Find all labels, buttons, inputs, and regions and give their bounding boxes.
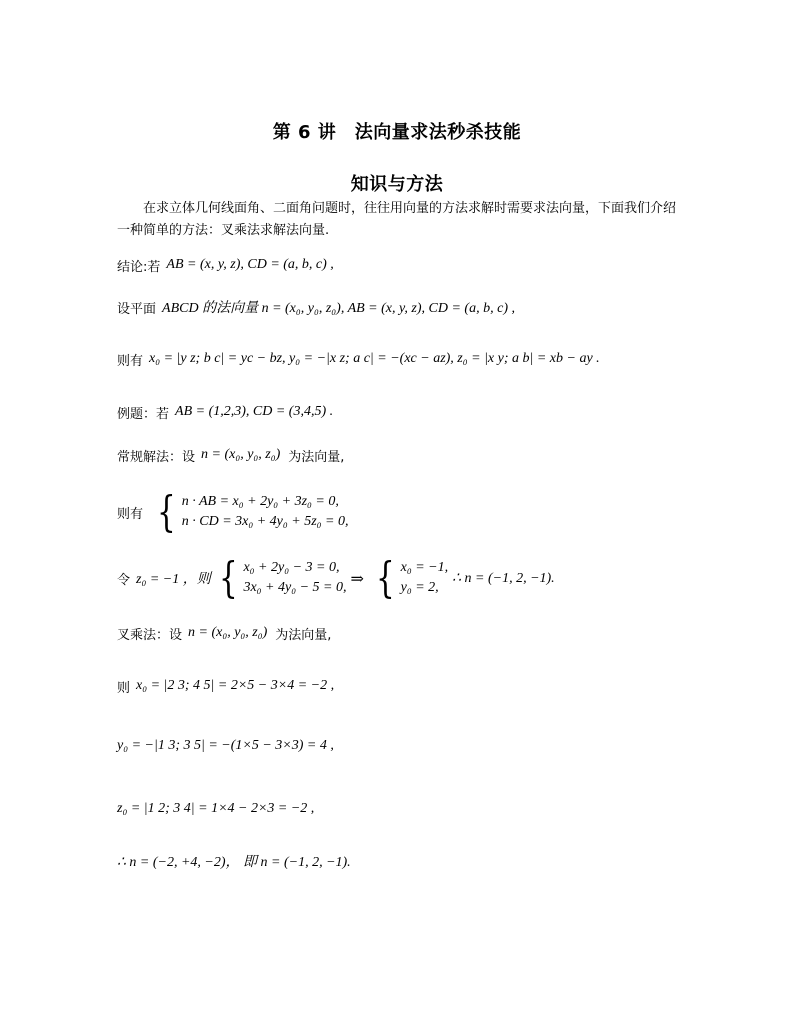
conclusion-math: AB = (x, y, z), CD = (a, b, c) , [166,257,334,272]
y0-math: y₀ = −|1 3; 3 5| = −(1×5 − 3×3) = 4 , [117,738,334,753]
plane-label: 设平面 [117,301,157,317]
intro-paragraph: 在求立体几何线面角、二面角问题时，往往用向量的方法求解时需要求法向量，下面我们介绍一种简单的方法：叉乘法求解法向量. [117,201,677,238]
cross-method-line [117,618,331,648]
then-has-line [117,487,349,536]
final-math: ∴ n = (−2, +4, −2)， 即 n = (−1, 2, −1). [117,855,351,870]
result-label: 则有 [117,353,144,369]
result-line [117,344,600,374]
normal-method-math: n = (x₀, y₀, z₀) [201,447,281,462]
let-label: 令 [117,572,131,588]
plane-line [117,292,515,322]
implies-arrow: ⇒ [350,568,364,588]
let-condition: z₀ = −1 ，则 [136,572,211,587]
left-brace: { [218,553,238,602]
sys2-eq-1: x₀ = −1, [400,560,449,575]
linear-system-1 [215,553,347,602]
sys1-eq-2: 3x₀ + 4y₀ − 5 = 0, [243,580,347,595]
dot-eq-1: n · AB = x₀ + 2y₀ + 3z₀ = 0, [181,494,339,509]
z0-math: z₀ = |1 2; 3 4| = 1×4 − 2×3 = −2 , [117,801,315,816]
left-brace: { [375,553,395,602]
example-line [117,397,333,427]
let-result: ∴ n = (−1, 2, −1). [452,570,555,586]
x0-math: x₀ = |2 3; 4 5| = 2×5 − 3×4 = −2 , [136,678,335,693]
normal-method-line [117,440,344,470]
conclusion-line [117,250,334,280]
result-math: x₀ = |y z; b c| = yc − bz, y₀ = −|x z; a c| = −(xc − az), z₀ = |x y; a b| = xb − ay . [149,351,600,366]
example-label: 例题：若 [117,406,170,422]
plane-math: ABCD 的法向量 n = (x₀, y₀, z₀), AB = (x, y, z), CD = (a, b, c) , [162,301,515,316]
x0-label: 则 [117,680,131,696]
dot-eq-2: n · CD = 3x₀ + 4y₀ + 5z₀ = 0, [181,514,349,529]
y0-line [117,731,334,761]
dot-product-system [153,487,349,536]
sys1-eq-1: x₀ + 2y₀ − 3 = 0, [243,560,340,575]
cross-method-label: 叉乘法：设 [117,627,183,643]
section-heading: 知识与方法 [350,174,444,195]
z0-line [117,794,314,824]
conclusion-label: 结论:若 [117,259,161,275]
example-math: AB = (1,2,3), CD = (3,4,5) . [175,404,334,419]
linear-system-2 [372,553,449,602]
let-line [117,553,555,602]
cross-method-math: n = (x₀, y₀, z₀) [188,625,268,640]
then-has-label: 则有 [117,506,144,522]
normal-method-label: 常规解法：设 [117,449,196,465]
final-line [117,846,351,876]
lecture-title: 第 6 讲 法向量求法秒杀技能 [272,122,522,143]
sys2-eq-2: y₀ = 2, [400,580,439,595]
normal-method-suffix: 为法向量, [288,449,345,465]
cross-method-suffix: 为法向量, [275,627,332,643]
x0-line [117,671,334,701]
left-brace: { [157,487,176,536]
